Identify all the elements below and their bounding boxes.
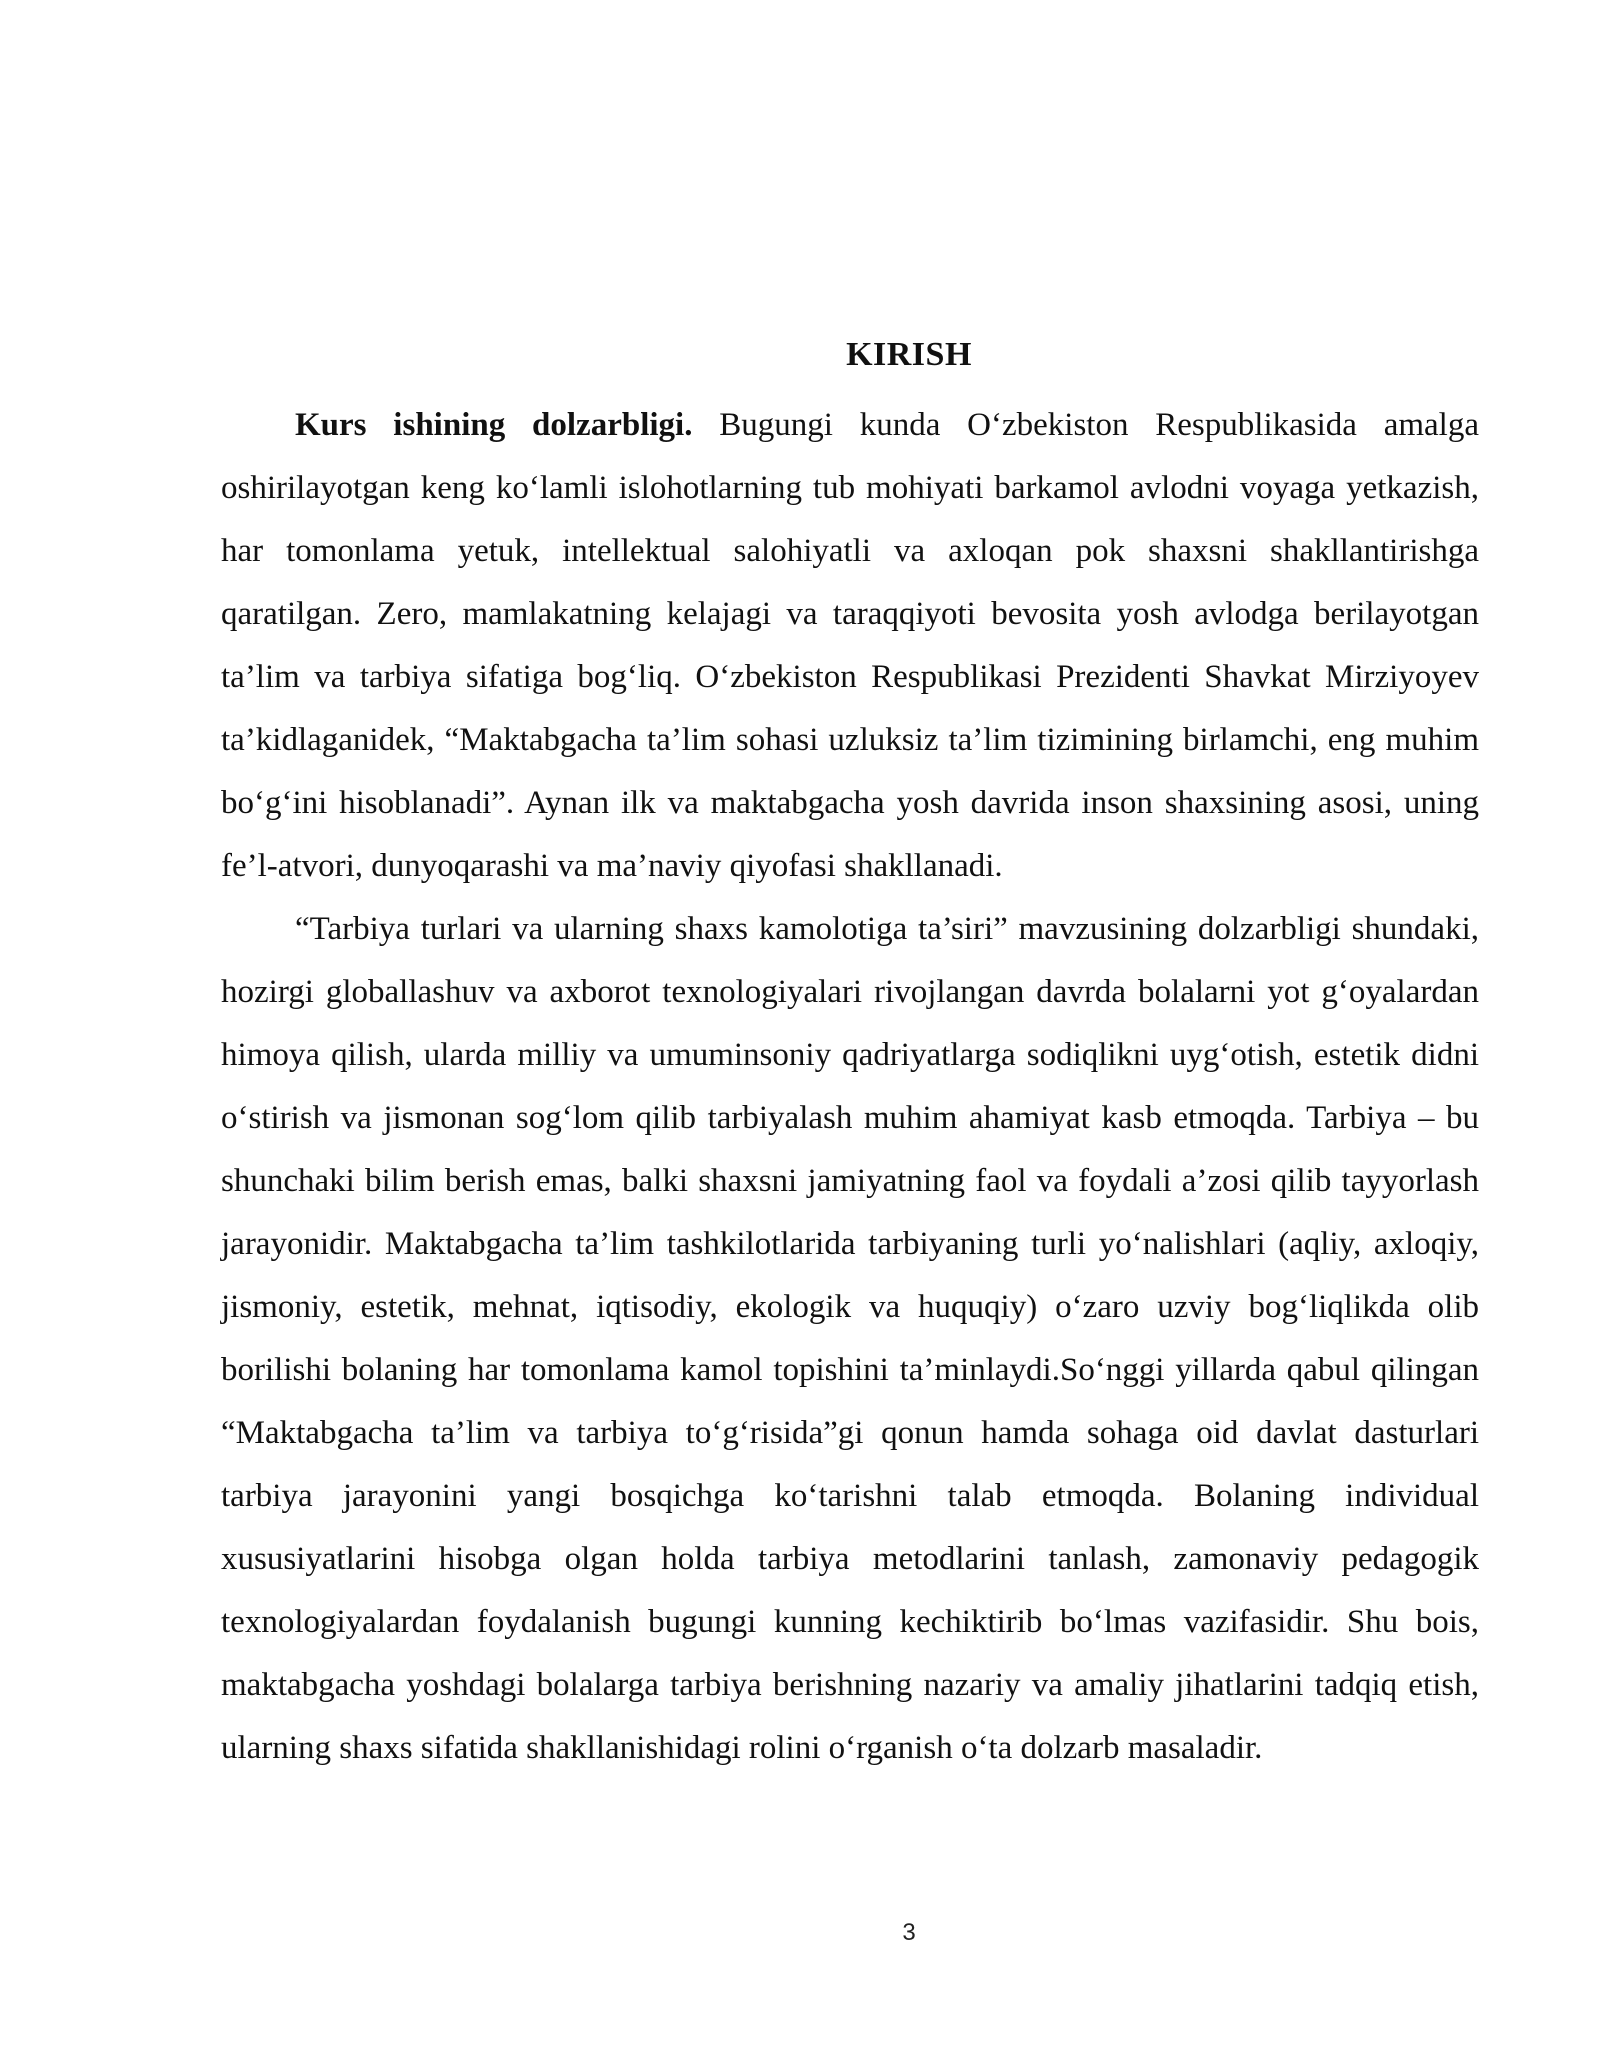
paragraph-text: Bugungi kunda O‘zbekiston Respublikasida amalga oshirilayotgan keng ko‘lamli islohotlarning tub mohiyati barkamol avlodni voyaga yetkazish, har tomonlama yetuk, intellektual salohiyatli va axloqan pok shaxsni shakllantirishga qaratilgan. Zero, mamlakatning kelajagi va taraqqiyoti bevosita yosh avlodga berilayotgan ta’lim va tarbiya sifatiga bog‘liq. O‘zbekiston Respublikasi Prezidenti Shavkat Mirziyoyev ta’kidlaganidek, “Maktabgacha ta’lim sohasi uzluksiz ta’lim tizimining birlamchi, eng muhim bo‘g‘ini hisoblanadi”. Aynan ilk va maktabgacha yosh davrida inson shaxsining asosi, uning fe’l-atvori, dunyoqarashi va ma’naviy qiyofasi shakllanadi. xyxy=(221,407,1479,884)
section-heading: KIRISH xyxy=(846,336,972,373)
page-number: 3 xyxy=(902,1919,916,1946)
paragraph-relevance xyxy=(221,394,1479,898)
paragraph-text: “Tarbiya turlari va ularning shaxs kamolotiga ta’siri” mavzusining dolzarbligi shundaki, hozirgi globallashuv va axborot texnologiyalari rivojlangan davrda bolalarni yot g‘oyalardan himoya qilish, ularda milliy va umuminsoniy qadriyatlarga sodiqlikni uyg‘otish, estetik didni o‘stirish va jismonan sog‘lom qilib tarbiyalash muhim ahamiyat kasb etmoqda. Tarbiya – bu shunchaki bilim berish emas, balki shaxsni jamiyatning faol va foydali a’zosi qilib tayyorlash jarayonidir. Maktabgacha ta’lim tashkilotlarida tarbiyaning turli yo‘nalishlari (aqliy, axloqiy, jismoniy, estetik, mehnat, iqtisodiy, ekologik va huquqiy) o‘zaro uzviy bog‘liqlikda olib borilishi bolaning har tomonlama kamol topishini ta’minlaydi.So‘nggi yillarda qabul qilingan “Maktabgacha ta’lim va tarbiya to‘g‘risida”gi qonun hamda sohaga oid davlat dasturlari tarbiya jarayonini yangi bosqichga ko‘tarishni talab etmoqda. Bolaning individual xususiyatlarini hisobga olgan holda tarbiya metodlarini tanlash, zamonaviy pedagogik texnologiyalardan foydalanish bugungi kunning kechiktirib bo‘lmas vazifasidir. Shu bois, maktabgacha yoshdagi bolalarga tarbiya berishning nazariy va amaliy jihatlarini tadqiq etish, ularning shaxs sifatida shakllanishidagi rolini o‘rganish o‘ta dolzarb masaladir. xyxy=(221,911,1479,1766)
body-text xyxy=(221,394,1479,1780)
paragraph-lead: Kurs ishining dolzarbligi. xyxy=(295,407,693,443)
paragraph-topic xyxy=(221,898,1479,1780)
